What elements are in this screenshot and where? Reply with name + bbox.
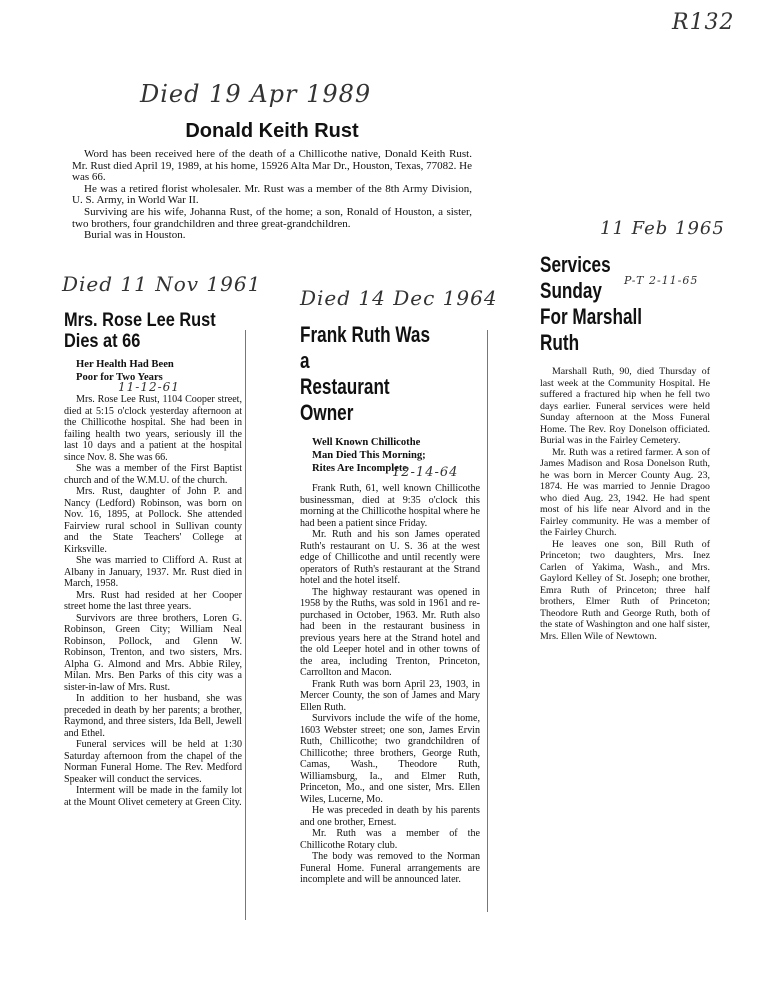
clip3-headline-line2: Restaurant Owner (300, 374, 390, 425)
clip3-paragraph: Survivors include the wife of the home, 1603 Webster street; one son, James Ervin Ruth, Chillicothe; two grandchildren of Chillicothe; three brothers, George Ruth, Camas, Wash., Theodore Ruth, Williamsburg, Ia., and Elmer Ruth, Princeton, Mo., and one sister, Mrs. Ellen Wiles, Lucerne, Mo. (300, 713, 480, 805)
clip4-body (540, 366, 710, 642)
clip1-paragraph: Surviving are his wife, Johanna Rust, of the home; a son, Ronald of Houston, a sister, two brothers, four grandchildren and three great-grandchildren. (72, 205, 472, 230)
clip3-paragraph: Frank Ruth, 61, well known Chillicothe businessman, died at 9:35 o'clock this morning at the Chillicothe hospital where he had been a patient since Friday. (300, 483, 480, 529)
clip3-paragraph: The highway restaurant was opened in 1958 by the Ruths, was sold in 1961 and re-purchased in October, 1963. Mr. Ruth also had been in the restaurant business in previous years here at the Strand hotel and the old Leeper hotel and in other towns of the area, including Trenton, Princeton, Carrollton and Macon. (300, 586, 480, 678)
clip2-paragraph: Funeral services will be held at 1:30 Saturday afternoon from the chapel of the Norman Funeral Home. The Rev. Medford Speaker will conduct the services. (64, 739, 242, 785)
clip1-body (72, 149, 472, 242)
clip2-edge-line (245, 330, 246, 920)
clip3-paragraph: The body was removed to the Norman Funeral Home. Funeral arrangements are incomplete and will be announced later. (300, 851, 480, 885)
clip1-paragraph: Burial was in Houston. (84, 229, 186, 242)
clip3-subhead-line3: Rites Are Incomplete (312, 463, 408, 474)
clip3-paragraph: He was preceded in death by his parents and one brother, Ernest. (300, 805, 480, 828)
clip3-handwritten-date: Died 14 Dec 1964 (300, 286, 498, 310)
clip2-headline (64, 310, 242, 352)
clip2-body (64, 394, 242, 808)
clip1-headline: Donald Keith Rust (185, 120, 359, 142)
clip2-headline-line2: Dies at 66 (64, 331, 141, 352)
clip3-headline (300, 322, 480, 426)
clip1-handwritten-date: Died 19 Apr 1989 (140, 80, 372, 108)
clip2-handwritten-date: Died 11 Nov 1961 (62, 272, 262, 296)
clip4-headline-line2: For Marshall Ruth (540, 304, 643, 355)
clip1-paragraph: Word has been received here of the death of a Chillicothe native, Donald Keith Rust. Mr. Rust died April 19, 1989, at his home, 15926 Alta Mar Dr., Houston, Texas, 77082. He was 66. (72, 148, 472, 184)
clip4-handwritten-note: P-T 2-11-65 (624, 274, 699, 287)
clip2-paragraph: Mrs. Rose Lee Rust, 1104 Cooper street, died at 5:15 o'clock yesterday afternoon at the Chillicothe hospital. She had been in failing health two years, seriously ill the last 10 days and a patient at the hospital since Nov. 8. She was 66. (64, 394, 242, 463)
clip3-body (300, 483, 480, 886)
clip3-paragraph: Mr. Ruth and his son James operated Ruth's restaurant on U. S. 36 at the west edge of Chillicothe and until recently were operators of Ruth's restaurant at the Strand hotel and the hotel itself. (300, 529, 480, 586)
clip-frank-ruth (300, 322, 480, 886)
clip3-subhead-line1: Well Known Chillicothe (312, 437, 421, 448)
clip4-paragraph: He leaves one son, Bill Ruth of Princeton; two daughters, Mrs. Inez Carlen of Yakima, Wash., and Mrs. Gaylord Kelley of St. Joseph; one brother, Emra Ruth of Princeton; three half brothers, Elmer Ruth of Princeton; Theodore Ruth and George Ruth, both of the state of Washington and one half sister, Mrs. Ellen Wile of Newtown. (540, 538, 710, 642)
clip3-edge-line (487, 330, 488, 912)
clip4-headline (540, 252, 710, 356)
clip2-paragraph: Survivors are three brothers, Loren G. Robinson, Green City; William Neal Robinson, Pollock, and Glenn W. Robinson, Trenton, and two sisters, Mrs. Alpha G. Almond and Mrs. Abbie Riley, Milan. Mrs. Ben Parks of this city was a sister-in-law of Mrs. Rust. (64, 612, 242, 693)
clip4-handwritten-date: 11 Feb 1965 (600, 218, 725, 239)
clip2-paragraph: Interment will be made in the family lot at the Mount Olivet cemetery at Green City. (64, 785, 242, 808)
clip4-paragraph: Marshall Ruth, 90, died Thursday of last week at the Community Hospital. He suffered a fractured hip when he fell two days earlier. Funeral services were held Sunday afternoon at the Moss Funeral Home. The Rev. Roy Donelson officiated. Burial was in the Fairley Cemetery. (540, 366, 710, 446)
clip2-handwritten-note: 11-12-61 (118, 380, 180, 394)
clip2-paragraph: Mrs. Rust had resided at her Cooper street home the last three years. (64, 589, 242, 612)
clip-marshall-ruth (540, 252, 710, 642)
clip2-subhead-line2: Poor for Two Years (76, 372, 163, 383)
clip2-paragraph: Mrs. Rust, daughter of John P. and Nancy (Ledford) Robinson, was born on Nov. 16, 1895, at Pollock. She attended Fairview rural school in Sullivan county and the State Teachers' College at Kirksville. (64, 486, 242, 555)
clip4-paragraph: Mr. Ruth was a retired farmer. A son of James Madison and Rosa Donelson Ruth, he was born in Mercer County Aug. 23, 1874. He was married to Jennie Dragoo who died Aug. 23, 1942. He had spent most of his life near Alvord and in the Fairley community. He was a member of the Fairley Church. (540, 446, 710, 538)
clip3-headline-line1: Frank Ruth Was a (300, 322, 430, 373)
clip3-paragraph: Mr. Ruth was a member of the Chillicothe Rotary club. (300, 828, 480, 851)
clip-donald-keith-rust (72, 118, 472, 242)
clip2-headline-line1: Mrs. Rose Lee Rust (64, 310, 216, 331)
clip-rose-lee-rust (64, 310, 242, 808)
clip2-paragraph: In addition to her husband, she was preceded in death by her parents; a brother, Raymond, and three sisters, Ida Bell, Jewell and Ethel. (64, 693, 242, 739)
clip2-paragraph: She was a member of the First Baptist church and of the W.M.U. of the church. (64, 463, 242, 486)
clip4-headline-line1: Services Sunday (540, 252, 611, 303)
clip1-paragraph: He was a retired florist wholesaler. Mr. Rust was a member of the 8th Army Division, U. S. Army, in World War II. (72, 182, 472, 207)
clip3-handwritten-note: 12-14-64 (392, 465, 459, 480)
clip3-paragraph: Frank Ruth was born April 23, 1903, in Mercer County, the son of James and Mary Ellen Ruth. (300, 678, 480, 713)
archive-label: R132 (672, 10, 735, 35)
clip2-paragraph: She was married to Clifford A. Rust at Albany in January, 1937. Mr. Rust died in March, 1958. (64, 555, 242, 589)
clip3-subhead-line2: Man Died This Morning; (312, 450, 426, 461)
clip2-subhead-line1: Her Health Had Been (76, 359, 174, 370)
